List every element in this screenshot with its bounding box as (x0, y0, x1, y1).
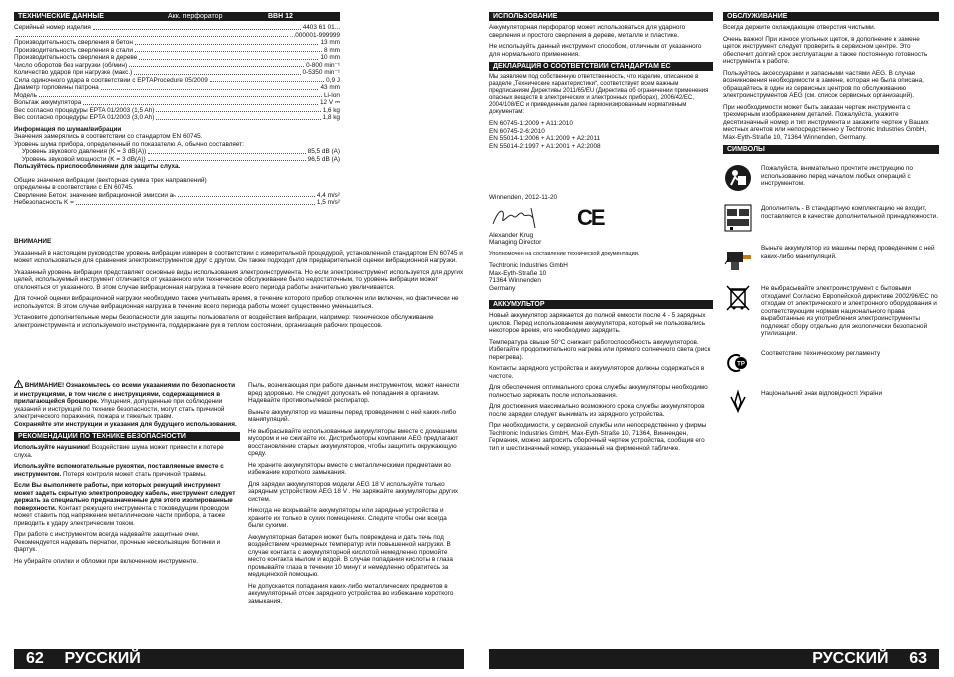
symbol-row (723, 348, 939, 378)
leader-dots (156, 114, 320, 120)
standard-item: EN 55014-1:2006 + A1:2009 + A2:2011 (489, 135, 601, 142)
safety-item (14, 444, 240, 459)
leader-dots (76, 199, 315, 205)
noise-row-value: 96,5 dB (A) (307, 155, 340, 163)
standard-item: EN 55014-2:1997 + A1:2001 + A2:2008 (489, 142, 601, 150)
spec-row (14, 84, 340, 92)
attention-text (14, 250, 464, 330)
vibration-row-label: Сверление Бетон: значение вибрационной эмиссии aₕ (14, 191, 176, 199)
symbol-description: Пожалуйста, внимательно прочтите инструкцию по использованию перед началом любых операций с инструментом. (761, 165, 913, 187)
symbol-row (723, 283, 939, 338)
spec-row-label: Сила одиночного удара в соответствии с EPTAProcedure 05/2009 (14, 76, 208, 84)
safety-item-text: Потеря контроля может стать причиной травмы. (61, 470, 207, 478)
signature (491, 204, 551, 230)
spec-row-value: 43 mm (320, 84, 340, 91)
noise-intro: Значения замерялись в соответствии со стандартом EN 60745. (14, 133, 203, 140)
usage-paragraph: Аккумуляторная перфоратор может использоваться для ударного сверления и простого сверления в дереве, металле и пластике. (489, 24, 686, 39)
spec-row-label: Модель (14, 91, 37, 99)
leader-dots (156, 107, 320, 113)
battery-paragraph: Для обеспечения оптимального срока службы аккумуляторы необходимо полностью заряжать после использования. (489, 384, 708, 399)
page-number-right: 63 (909, 650, 927, 667)
company-line: Techtronic Industries GmbH (489, 262, 568, 269)
company-line: Max-Eyth-Straße 10 (489, 269, 547, 277)
spec-row-value: 1,6 kg (322, 106, 340, 114)
gost-mark-icon (723, 348, 753, 378)
attention-title: ВНИМАНИЕ (14, 238, 52, 245)
noise-intro-2: Уровень шума прибора, определенный по показателю A, обычно составляет: (14, 140, 244, 148)
remove-battery-icon (723, 243, 753, 273)
warning-text: Упущения, допущенные при соблюдении указаний и инструкций по технике безопасности, могут стать причиной электрического поражения, пожара и тяжелых травм. (14, 398, 225, 420)
spec-row-label: Диаметр горловины патрона (14, 84, 99, 91)
read-manual-icon (723, 163, 753, 193)
spec-row (14, 99, 340, 107)
vibration-table (14, 192, 340, 207)
ear-protection-note: Пользуйтесь приспособлениями для защиты слуха. (14, 163, 181, 170)
spec-row (14, 114, 340, 122)
footer-left (14, 649, 464, 669)
battery-paragraph: Новый аккумулятор заряжается до полной емкости после 4 - 5 зарядных циклов. Перед использованием аккумулятора, который не пользовались некоторое время, его необходимо зарядить. (489, 312, 706, 334)
attention-paragraph: Указанный уровень вибрации представляет основные виды использования электроинструмента. Но если электроинструмент используется для других целей, используемый инструмент отличается от указанного или техническое обслуживание было недостаточным, то уровень вибрации может отклоняться от указанного. В этом случае вибрационная нагрузка в течение всего периода работы значительно увеличивается. (14, 268, 464, 291)
battery-paragraph: Для достижения максимально возможного срока службы аккумуляторов после зарядки следует вынимать из зарядного устройства. (489, 403, 705, 418)
safety-item-bold: Используйте наушники! (14, 444, 91, 451)
safety-item-text: Воздействие шума может привести к потере слуха. (14, 444, 224, 459)
spec-row (14, 62, 340, 70)
noise-row (22, 156, 340, 164)
safety-item-text: Не убирайте опилки и обломки при включенном инструменте. (14, 557, 199, 565)
footer-language-right: РУССКИЙ (812, 650, 889, 667)
service-paragraph: Очень важно! При износе угольных щеток, в дополнение к замене щеток инструмент следует проверить в сервисном центре. Это обеспечит долгий срок эксплуатации а также постоянную готовность инструмента к работе. (723, 35, 928, 65)
symbols-header: СИМВОЛЫ (723, 145, 939, 154)
spec-row (14, 24, 340, 32)
spec-row (14, 39, 340, 47)
spec-row (14, 92, 340, 100)
service-paragraph: При необходимости может быть заказан чертеж инструмента с трехмерным изображением деталей. Пожалуйста, укажите десятизначный номер и тип инструмента и закажите чертеж у Ваших местных агентов или непосредственно у Techtronic Industries GmbH, Max-Eyth-Straße 10, 71364 Winnenden, Germany. (723, 103, 929, 141)
spec-row (14, 32, 340, 40)
safety-item (14, 482, 240, 527)
battery-text (489, 312, 713, 452)
leader-dots (83, 99, 318, 105)
noise-row-label: Уровень звукового давления (K = 3 dB(A)) (22, 148, 147, 155)
standard-item: EN 60745-2-6:2010 (489, 127, 545, 135)
warning-triangle-icon (14, 380, 23, 391)
symbols-list (723, 157, 939, 418)
leader-dots (139, 54, 318, 60)
vibration-row-value: 1,5 m/s² (316, 199, 340, 206)
leader-dots (135, 47, 322, 53)
usage-paragraph: Не используйть данный инструмент способом, отличным от указанного для нормального применения. (489, 43, 702, 58)
symbol-description: Дополнитель - В стандартную комплектацию не входит, поставляется в качестве дополнительной принадлежности. (761, 205, 938, 220)
symbol-row (723, 203, 939, 233)
standard-item: EN 60745-1:2009 + A11:2010 (489, 120, 573, 127)
leader-dots (101, 84, 319, 90)
spec-row-value: 13 mm (320, 39, 340, 46)
spec-row (14, 107, 340, 115)
svg-text:TP: TP (737, 361, 745, 367)
battery-safety-paragraph: Не выбрасывайте использованные аккумуляторы вместе с домашним мусором и не сжигайте их. Дистрибьюторы компании AEG предлагают восстановление старых аккумуляторов, чтобы защитить окружающую среду. (248, 427, 459, 457)
symbol-description: Выньте аккумулятор из машины перед проведением с ней каких-либо манипуляций. (761, 245, 935, 260)
spec-row-value: 0-5350 min⁻¹ (302, 69, 340, 76)
company-address (489, 262, 713, 292)
leader-dots (39, 92, 322, 98)
spec-row-label: Серийный номер изделия (14, 24, 91, 31)
spec-row (14, 77, 340, 85)
noise-title: Информация по шумам/вибрации (14, 125, 122, 133)
leader-dots (135, 39, 319, 45)
attention-paragraph: Установите дополнительные меры безопасности для защиты пользователя от воздействия вибрации, например: техническое обслуживание электроинструмента и используемого инструмента, поддержание рук в теплом состоянии, организация рабочих процессов. (14, 314, 434, 329)
symbol-row (723, 388, 939, 418)
symbol-description: Соответствие техническому регламенту (761, 349, 881, 357)
declaration-text: Мы заявляем под собственную ответственность, что изделие, описанное в разделе „Технические характеристики“, соответствует всем важным предписаниям Директивы 2011/65/EU (Директива об ограничении применения опасных веществ в электрических и электронных приборах), 2006/42/EC, 2004/108/EC и приведенным далее гармонизированным нормативным документам: (489, 74, 709, 115)
symbol-description: Не выбрасывайте электроинструмент с бытовыми отходами! Согласно Европейской директиве 2002/96/EC по отходам от электрического и электронного оборудования и соответствующим нормам национального права выработанные из употребления электроинструменты подлежат сбору отдельно для экологически безопасной утилизации. (761, 285, 938, 337)
safety-item-text: Контакт режущего инструмента с токоведущим проводом может ставить под напряжение металлические части прибора, а также приводить к удару электрическим током. (14, 504, 229, 527)
symbol-description: Національний знак відповідності України (761, 389, 883, 397)
attention-paragraph: Для точной оценки вибрационной нагрузки необходимо также учитывать время, в течение которого прибор отключен или включен, но фактически не используется. В этом случае вибрационная нагрузка в течение всего периода работы может существенно уменьшиться. (14, 295, 459, 310)
battery-safety-paragraph: Никогда не вскрывайте аккумуляторы или зарядные устройства и храните их только в сухих помещениях. Следите чтобы они всегда были сухими. (248, 507, 447, 529)
service-paragraph: Всегда держите охлаждающие отверстия чистыми. (723, 24, 876, 31)
company-line: 71364 Winnenden (489, 277, 541, 284)
declaration-header: ДЕКЛАРАЦИЯ О СООТВЕТСТВИИ СТАНДАРТАМ ЕС (489, 62, 713, 71)
leader-dots (178, 192, 315, 198)
company-line: Germany (489, 284, 516, 292)
spec-row-value: 12 V ⎓ (319, 99, 340, 106)
spec-table (14, 24, 340, 122)
spec-row-value: Li-Ion (324, 91, 340, 99)
leader-dots (148, 156, 306, 162)
battery-safety-paragraph: Для зарядки аккумуляторов модели AEG 18 V используйте только зарядным устройством AEG 18 V . Не заряжайте аккумуляторы других систем. (248, 480, 459, 503)
leader-dots (16, 32, 288, 38)
left-lower-column (14, 380, 240, 569)
attention-section (14, 238, 464, 333)
safety-warning (14, 380, 240, 428)
noise-row-label: Уровень звуковой мощности (K = 3 dB(A)) (22, 155, 146, 163)
ukraine-mark-icon (723, 388, 753, 418)
safety-item-bold: Если Вы выполняете работы, при которых режущий инструмент может задеть скрытую электропроводку кабель, инструмент следует держать за специально предназначенные для этого изолированные поверхности. (14, 482, 236, 512)
spec-row-value: ...000001-999999 (289, 31, 340, 39)
weee-bin-icon (723, 283, 753, 313)
vibration-row-label: Небезопасность K = (14, 199, 74, 206)
safety-header: РЕКОМЕНДАЦИИ ПО ТЕХНИКЕ БЕЗОПАСНОСТИ (14, 432, 240, 441)
safety-item (14, 531, 240, 554)
battery-safety-paragraph: Не допускается попадания каких-либо металлических предметов в аккумуляторный отсек зарядного устройства во избежание короткого замыкания. (248, 582, 454, 605)
warning-bold: ВНИМАНИЕ! Ознакомьтесь со всеми указаниями по безопасности и инструкциями, в том числе с инструкциями, содержащимися в прилагающейся брошюре. (14, 382, 236, 405)
tech-data-header (14, 12, 340, 21)
safety-item (14, 463, 240, 478)
spec-row (14, 69, 340, 77)
spec-row (14, 54, 340, 62)
battery-header: АККУМУЛЬТОР (489, 300, 713, 309)
usage-header: ИСПОЛЬЗОВАНИЕ (489, 12, 713, 21)
tool-type: Акк. перфоратор (168, 13, 223, 20)
right-column-2 (723, 12, 939, 428)
noise-row-value: 85,5 dB (A) (307, 148, 340, 155)
battery-safety-paragraph: Не храните аккумуляторы вместе с металлическими предметами во избежание короткого замыкания. (248, 461, 451, 476)
spec-row-label: Производительность сверления в бетон (14, 39, 133, 46)
spec-row-label: Производительность сверления в дереве (14, 54, 138, 61)
left-middle-column (248, 382, 464, 609)
leader-dots (210, 77, 324, 83)
vibration-row (14, 199, 340, 207)
spec-row-value: 0,9 J (326, 76, 340, 84)
vibration-row (14, 192, 340, 200)
battery-safety-paragraph: Аккумуляторная батарея может быть повреждена и дать течь под воздействием чрезмерных температур или повышенной нагрузки. В случае контакта с аккумуляторной кислотой немедленно промойте место контакта мылом и водой. В случае попадания кислоты в глаза промывайте глаза в течении 10 минут и немедленно обратитесь за медицинской помощью. (248, 533, 453, 578)
noise-row (22, 148, 340, 156)
footer-right (489, 649, 939, 669)
leader-dots (129, 62, 304, 68)
service-text (723, 24, 939, 141)
tech-data-title: ТЕХНИЧЕСКИЕ ДАННЫЕ (18, 13, 104, 20)
safety-item-text: При работе с инструментом всегда надевайте защитные очки. Рекомендуется надевать перчатки, прочные нескользящие ботинки и фартук. (14, 531, 221, 553)
accessory-icon (723, 203, 753, 233)
usage-text (489, 24, 713, 58)
service-header: ОБСЛУЖИВАНИЕ (723, 12, 939, 21)
spec-row-label: Число оборотов без нагрузки (об/мин) (14, 61, 128, 69)
ce-mark: CE (577, 204, 604, 230)
spec-row-value: 1,8 kg (322, 114, 340, 121)
signature-area (489, 202, 713, 232)
model-name: BBH 12 (268, 13, 293, 20)
spec-row-label: Вес согласно процедуры EPTA 01/2003 (1,5 Ah) (14, 106, 155, 114)
battery-safety-paragraph: Пыль, возникающая при работе данным инструментом, может нанести вред здоровью. Не следует допускать её попадания в организм. Надевайте противопылевой респиратор. (248, 382, 460, 404)
service-paragraph: Пользуйтесь аксессуарами и запасными частями AEG. В случае возникновения необходимости в замене, которая не была описана, обращайтесь в один из сервисных центров по обслуживанию электроинструментов AEG (см. список сервисных организаций). (723, 69, 924, 99)
battery-safety-paragraph: Выньте аккумулятор из машины перед проведением с ней каких-либо манипуляций. (248, 408, 456, 423)
leader-dots (134, 69, 300, 75)
spec-row-label: Количество ударов при нагрузке (макс.) (14, 69, 133, 76)
spec-row-value: 10 mm (320, 54, 340, 61)
spec-row-value: 8 mm (324, 46, 340, 54)
spec-row-label: Вес согласно процедуры EPTA 01/2003 (3,0 Ah) (14, 114, 155, 121)
vibration-intro: Общие значения вибрации (векторная сумма трех направлений) определены в соответствии с EN 60745. (14, 176, 207, 191)
leader-dots (93, 24, 301, 30)
vibration-row-value: 4,4 m/s² (316, 191, 340, 199)
battery-safety-text (248, 382, 464, 605)
signer-name: Alexander Krug (489, 231, 534, 239)
safety-item (14, 558, 240, 566)
place-date: Winnenden, 2012-11-20 (489, 194, 558, 201)
spec-row-value: 4403 61 01... (302, 24, 340, 31)
battery-paragraph: При необходимости, у сервисной службы или непосредственно у фирмы Techtronic Industries GmbH, Max-Eyth-Straße 10, 71364, Винненден, Германия, можно запросить сборочный чертеж устройства, сообщив его тип и шестизначный номер, указанный на фирменной табличке. (489, 422, 707, 452)
attention-paragraph: Указанный в настоящем руководстве уровень вибрации измерен в соответствии с измерительной процедурой, установленной стандартом EN 60745 и может использоваться для сравнения электроинструментов друг с другом. Он также подходит для предварительной оценки вибрационной нагрузки. (14, 249, 463, 264)
battery-paragraph: Контакты зарядного устройства и аккумуляторов должны содержаться в чистоте. (489, 365, 705, 380)
safety-item-bold: Используйте вспомогательные рукоятки, поставляемые вместе с инструментом. (14, 463, 224, 478)
symbol-row (723, 243, 939, 273)
spec-row-label: Производительность сверления в стали (14, 46, 133, 54)
page-number-left: 62 (26, 650, 44, 667)
footer-language-left: РУССКИЙ (58, 649, 146, 669)
right-column-1 (489, 12, 713, 456)
tech-doc-note: Уполномочен на составление технической документации. (489, 250, 640, 257)
spec-row-label: Вольтаж аккумулятора (14, 99, 82, 106)
safety-list (14, 444, 240, 565)
leader-dots (148, 148, 305, 154)
tech-data-section (14, 12, 340, 207)
symbol-row (723, 163, 939, 193)
battery-paragraph: Температура свыше 50°C снижает работоспособность аккумуляторов. Избегайте продолжительного нагрева или прямого солнечного света (риск перегрева). (489, 338, 711, 361)
spec-row (14, 47, 340, 55)
noise-table (14, 148, 340, 163)
warning-keep: Сохраняйте эти инструкции и указания для будущего использования. (14, 420, 237, 428)
signer-title: Managing Director (489, 239, 542, 246)
standards-list (489, 120, 713, 150)
spec-row-value: 0-800 min⁻¹ (306, 61, 340, 69)
